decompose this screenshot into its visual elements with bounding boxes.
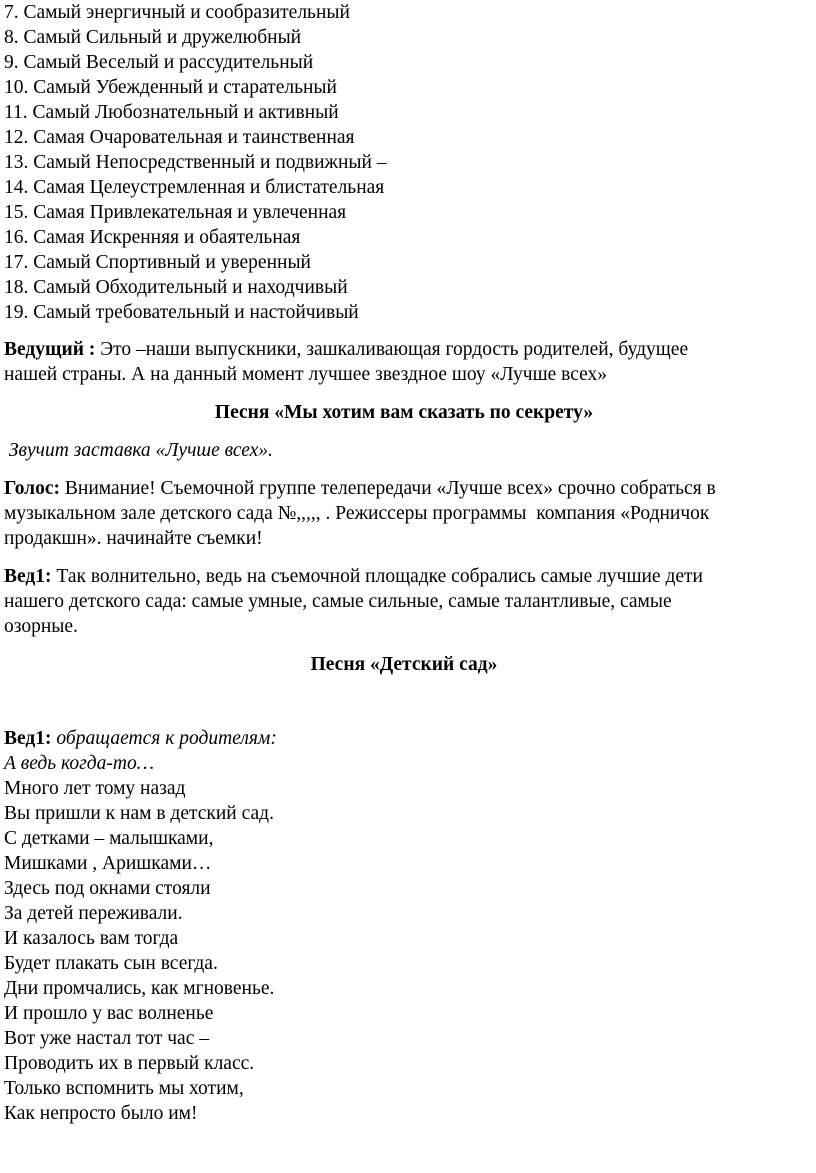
list-item bbox=[4, 125, 804, 150]
speech-text: продакшн». начинайте съемки! bbox=[4, 528, 263, 549]
golos-paragraph bbox=[4, 476, 804, 551]
list-number: 15. bbox=[4, 202, 29, 223]
list-number: 9. bbox=[4, 52, 19, 73]
speech-text: нашего детского сада: самые умные, самые сильные, самые талантливые, самые bbox=[4, 591, 672, 612]
speech-text: Внимание! Съемочной группе телепередачи «Лучше всех» срочно собраться в bbox=[60, 478, 716, 499]
list-number: 17. bbox=[4, 252, 29, 273]
ved1-poem-intro bbox=[4, 726, 804, 776]
list-text: Самый Спортивный и уверенный bbox=[33, 252, 311, 273]
stage-direction: Звучит заставка «Лучше всех». bbox=[4, 440, 273, 461]
list-text: Самый Обходительный и находчивый bbox=[33, 277, 348, 298]
vedushchiy-paragraph bbox=[4, 337, 804, 387]
numbered-list bbox=[4, 0, 804, 325]
poem-line: Будет плакать сын всегда. bbox=[4, 953, 218, 974]
list-number: 18. bbox=[4, 277, 29, 298]
list-text: Самая Привлекательная и увлеченная bbox=[33, 202, 347, 223]
poem-line: Много лет тому назад bbox=[4, 778, 186, 799]
ved1-paragraph bbox=[4, 564, 804, 639]
speech-text: Это –наши выпускники, зашкаливающая гордость родителей, будущее bbox=[95, 339, 689, 360]
speech-text: нашей страны. А на данный момент лучшее звездное шоу «Лучше всех» bbox=[4, 364, 608, 385]
list-number: 11. bbox=[4, 102, 28, 123]
speech-text: музыкальном зале детского сада №,,,,, . Режиссеры программы компания «Родничок bbox=[4, 503, 710, 524]
list-text: Самый Веселый и рассудительный bbox=[23, 52, 314, 73]
poem-line: Вы пришли к нам в детский сад. bbox=[4, 803, 274, 824]
list-item bbox=[4, 250, 804, 275]
list-text: Самый Любознательный и активный bbox=[32, 102, 339, 123]
poem-line: Здесь под окнами стояли bbox=[4, 878, 211, 899]
poem-line: Дни промчались, как мгновенье. bbox=[4, 978, 275, 999]
song-title: Песня «Мы хотим вам сказать по секрету» bbox=[214, 402, 594, 423]
list-item bbox=[4, 300, 804, 325]
list-item bbox=[4, 100, 804, 125]
list-text: Самый Убежденный и старательный bbox=[33, 77, 337, 98]
list-item bbox=[4, 275, 804, 300]
poem-line: И казалось вам тогда bbox=[4, 928, 179, 949]
list-item bbox=[4, 50, 804, 75]
speaker-name: Ведущий : bbox=[4, 339, 96, 360]
list-number: 10. bbox=[4, 77, 29, 98]
list-number: 19. bbox=[4, 302, 29, 323]
list-number: 16. bbox=[4, 227, 29, 248]
list-text: Самая Очаровательная и таинственная bbox=[33, 127, 355, 148]
list-text: Самый требовательный и настойчивый bbox=[33, 302, 359, 323]
list-item bbox=[4, 225, 804, 250]
list-text: Самый Непосредственный и подвижный – bbox=[33, 152, 387, 173]
list-item bbox=[4, 25, 804, 50]
poem-line: Только вспомнить мы хотим, bbox=[4, 1078, 244, 1099]
list-item bbox=[4, 150, 804, 175]
poem-line: Проводить их в первый класс. bbox=[4, 1053, 255, 1074]
list-item bbox=[4, 0, 804, 25]
speaker-name: Голос: bbox=[4, 478, 61, 499]
document-content bbox=[4, 0, 804, 1126]
poem-line: И прошло у вас волненье bbox=[4, 1003, 214, 1024]
speaker-name: Вед1: bbox=[4, 728, 52, 749]
list-text: Самый Сильный и дружелюбный bbox=[23, 27, 302, 48]
list-item bbox=[4, 200, 804, 225]
list-item bbox=[4, 175, 804, 200]
list-text: Самая Целеустремленная и блистательная bbox=[33, 177, 385, 198]
speech-text: Так волнительно, ведь на съемочной площадке собрались самые лучшие дети bbox=[51, 566, 703, 587]
list-text: Самый энергичный и сообразительный bbox=[23, 2, 350, 23]
list-text: Самая Искренняя и обаятельная bbox=[33, 227, 301, 248]
stage-direction: обращается к родителям: bbox=[51, 728, 277, 749]
poem-line: Мишками , Аришками… bbox=[4, 853, 212, 874]
speech-text: озорные. bbox=[4, 616, 78, 637]
list-item bbox=[4, 75, 804, 100]
poem-line: Вот уже настал тот час – bbox=[4, 1028, 209, 1049]
list-number: 14. bbox=[4, 177, 29, 198]
song-title: Песня «Детский сад» bbox=[310, 654, 498, 675]
poem-intro-line: А ведь когда-то… bbox=[4, 753, 155, 774]
poem bbox=[4, 776, 804, 1126]
list-number: 8. bbox=[4, 27, 19, 48]
list-number: 12. bbox=[4, 127, 29, 148]
list-number: 7. bbox=[4, 2, 19, 23]
poem-line: Как непросто было им! bbox=[4, 1103, 198, 1124]
poem-line: С детками – малышками, bbox=[4, 828, 214, 849]
speaker-name: Вед1: bbox=[4, 566, 52, 587]
poem-line: За детей переживали. bbox=[4, 903, 183, 924]
list-number: 13. bbox=[4, 152, 29, 173]
